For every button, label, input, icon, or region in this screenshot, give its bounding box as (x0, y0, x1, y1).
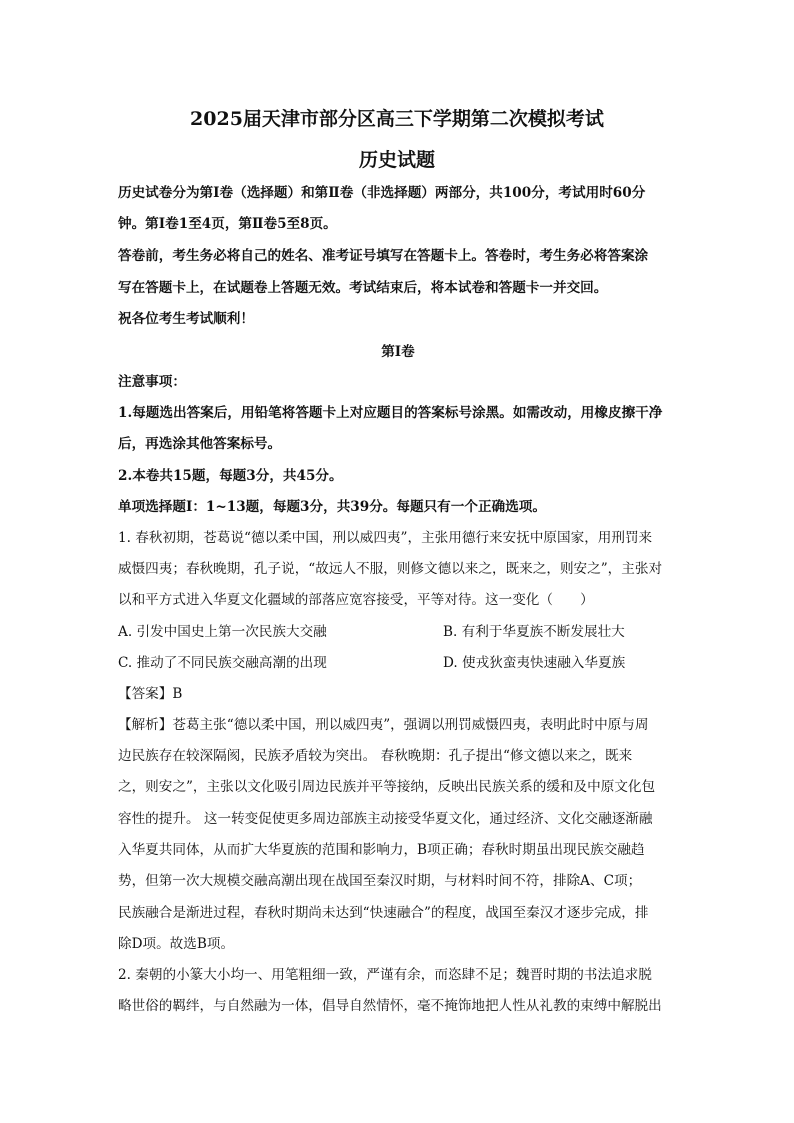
q1-analysis-line-3: 之，则安之”，主张以文化吸引周边民族并平等接纳，反映出民族关系的缓和及中原文化包 (118, 779, 656, 795)
notice-1-line-a: 1.每题选出答案后，用铅笔将答题卡上对应题目的答案标号涂黑。如需改动，用橡皮擦干净 (118, 405, 663, 421)
q1-stem-line-2: 威慑四夷；春秋晚期，孔子说，“故远人不服，则修文德以来之，既来之，则安之”，主张对 (118, 561, 663, 577)
q1-analysis-line-2: 边民族存在较深隔阂，民族矛盾较为突出。 春秋晚期：孔子提出“修文德以来之，既来 (118, 748, 633, 764)
q1-option-c: C. 推动了不同民族交融高潮的出现 (118, 655, 327, 671)
single-choice-instruction: 单项选择题Ⅰ：1~13题，每题3分，共39分。每题只有一个正确选项。 (118, 499, 546, 515)
intro-line-1: 历史试卷分为第Ⅰ卷（选择题）和第Ⅱ卷（非选择题）两部分，共100分，考试用时60分 (118, 185, 646, 201)
q1-option-b: B. 有利于华夏族不断发展壮大 (443, 624, 625, 640)
q1-stem-line-3: 以和平方式进入华夏文化疆域的部落应宽容接受，平等对待。这一变化（ ） (118, 592, 594, 608)
q1-analysis-line-4: 容性的提升。 这一转变促使更多周边部族主动接受华夏文化，通过经济、文化交融逐渐融 (118, 811, 653, 827)
section-heading: 第Ⅰ卷 (381, 344, 415, 360)
q1-analysis-line-5: 入华夏共同体，从而扩大华夏族的范围和影响力，B项正确；春秋时期虽出现民族交融趋 (118, 842, 645, 858)
q1-answer: 【答案】B (118, 686, 183, 702)
q1-analysis-line-1: 【解析】苍葛主张“德以柔中国，刑以威四夷”，强调以刑罚威慑四夷，表明此时中原与周 (118, 717, 649, 733)
exam-subtitle: 历史试题 (358, 149, 435, 171)
intro-line-5: 祝各位考生考试顺利！ (118, 311, 254, 327)
notice-label: 注意事项： (118, 374, 186, 390)
notice-1-line-b: 后，再选涂其他答案标号。 (118, 436, 282, 452)
q1-analysis-line-7: 民族融合是渐进过程，春秋时期尚未达到“快速融合”的程度，战国至秦汉才逐步完成，排 (118, 905, 649, 921)
q1-analysis-line-8: 除D项。故选B项。 (118, 936, 235, 952)
notice-2: 2.本卷共15题，每题3分，共45分。 (118, 468, 343, 484)
q1-option-a: A. 引发中国史上第一次民族大交融 (118, 624, 327, 640)
q2-stem-line-2: 略世俗的羁绊，与自然融为一体，倡导自然情怀，毫不掩饰地把人性从礼教的束缚中解脱出 (118, 998, 662, 1014)
q2-stem-line-1: 2. 秦朝的小篆大小均一、用笔粗细一致，严谨有余，而恣肆不足；魏晋时期的书法追求脱 (118, 967, 652, 983)
intro-line-3: 答卷前，考生务必将自己的姓名、准考证号填写在答题卡上。答卷时，考生务必将答案涂 (118, 248, 649, 264)
q1-analysis-line-6: 势，但第一次大规模交融高潮出现在战国至秦汉时期，与材料时间不符，排除A、C项； (118, 873, 642, 889)
intro-line-4: 写在答题卡上，在试题卷上答题无效。考试结束后，将本试卷和答题卡一并交回。 (118, 280, 608, 296)
intro-line-2: 钟。第Ⅰ卷1至4页，第Ⅱ卷5至8页。 (118, 216, 337, 232)
exam-title: 2025届天津市部分区高三下学期第二次模拟考试 (190, 108, 604, 130)
q1-stem-line-1: 1. 春秋初期，苍葛说“德以柔中国，刑以威四夷”，主张用德行来安抚中原国家，用刑罚来 (118, 530, 653, 546)
q1-option-d: D. 使戎狄蛮夷快速融入华夏族 (443, 655, 626, 671)
